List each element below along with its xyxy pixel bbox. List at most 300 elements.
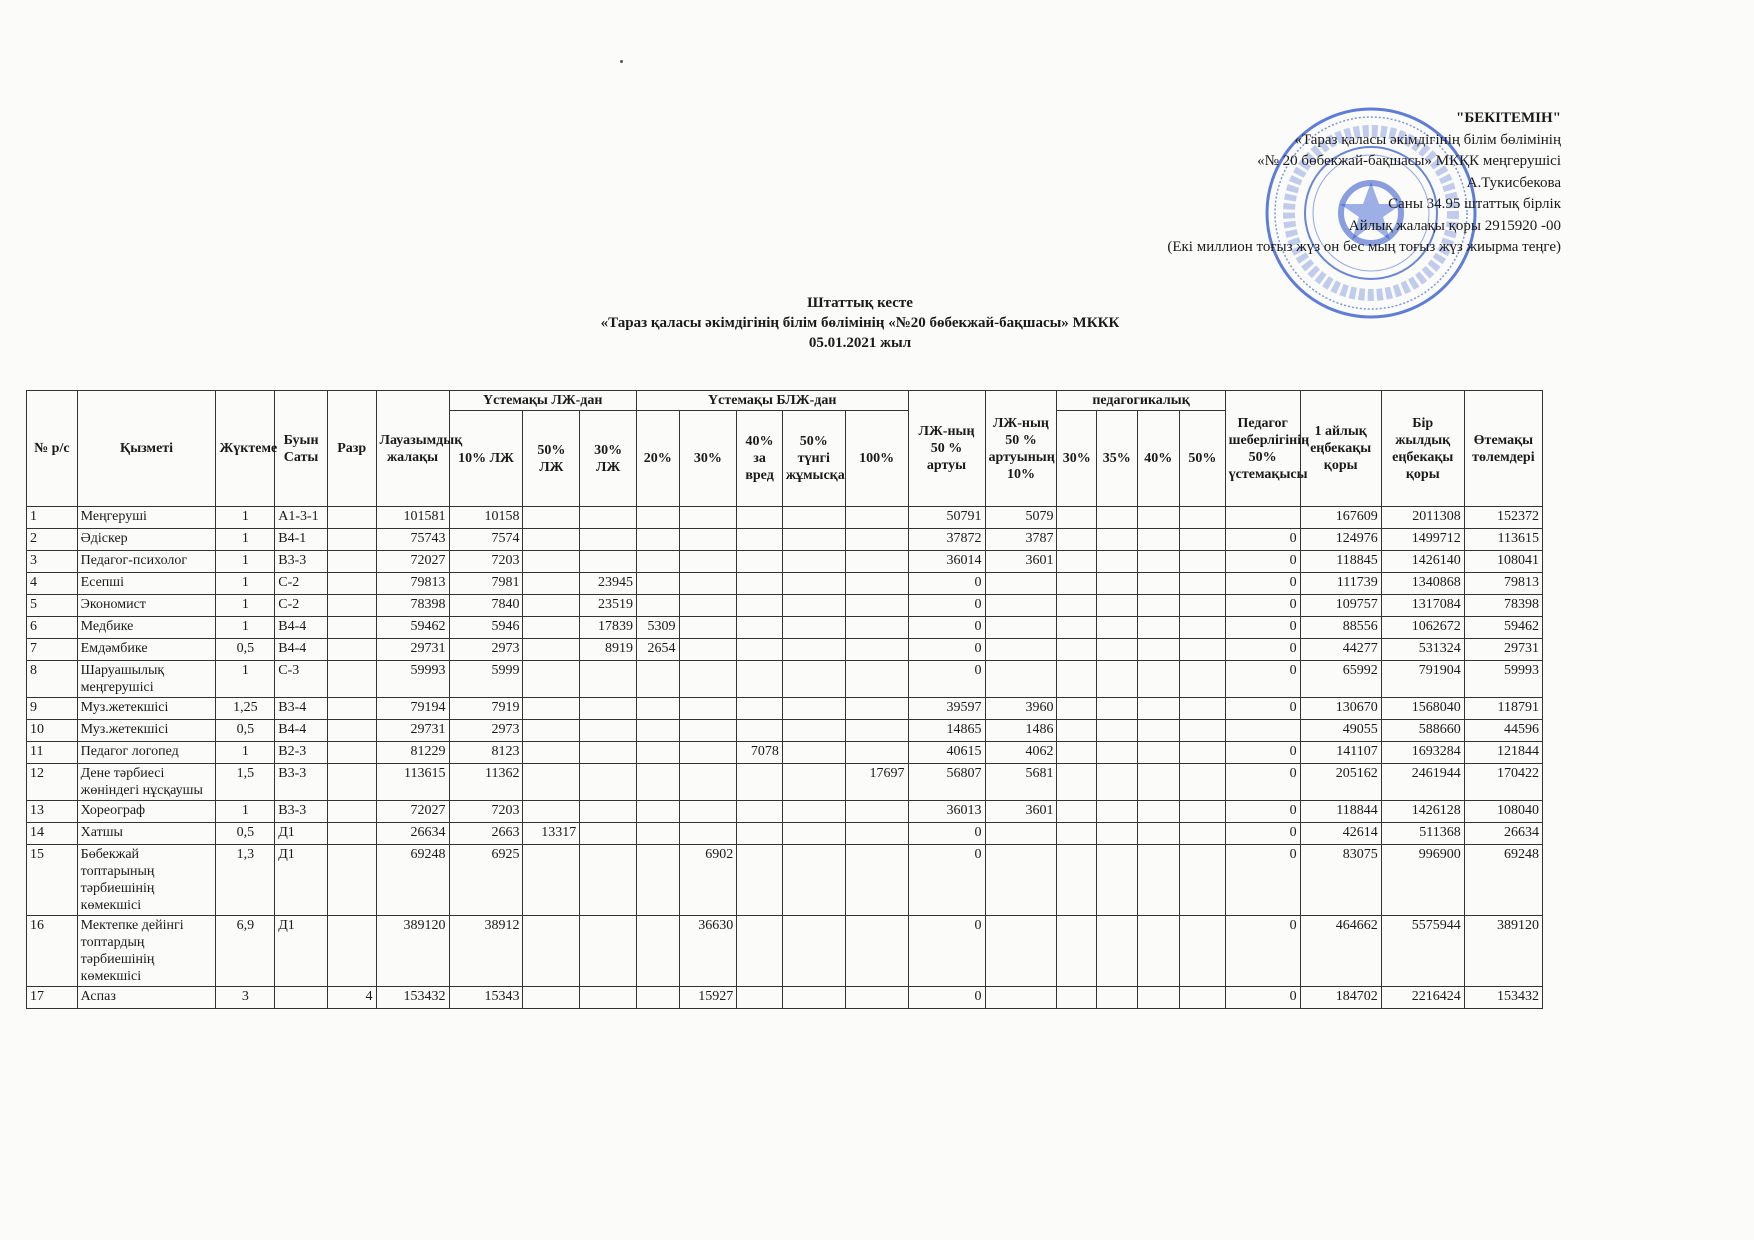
allow-b20 [636, 573, 679, 595]
allow-b30 [679, 617, 737, 639]
allow-b30 [679, 551, 737, 573]
approval-line-5: Айлық жалақы қоры 2915920 -00 [1348, 217, 1561, 234]
allow-10-lj: 7574 [449, 529, 523, 551]
ped-40 [1137, 823, 1180, 845]
table-row [27, 639, 1543, 661]
compensation: 78398 [1464, 595, 1542, 617]
header-yearly: Бір жылдық еңбекақы қоры [1381, 391, 1464, 507]
grade-value: В3-3 [275, 551, 328, 573]
grade-value [275, 987, 328, 1009]
header-mastery: Педагог шеберлігінің 50% үстемақысы [1225, 391, 1300, 507]
allow-50-lj [523, 573, 580, 595]
allow-b100 [845, 507, 908, 529]
ped-50 [1180, 987, 1226, 1009]
row-number: 7 [27, 639, 78, 661]
rank-value [327, 507, 376, 529]
mastery-bonus: 0 [1225, 617, 1300, 639]
header-salary: Лауазымдық жалақы [376, 391, 449, 507]
allow-b40 [737, 764, 783, 801]
allow-30-lj: 23519 [580, 595, 637, 617]
row-number: 16 [27, 916, 78, 987]
mastery-bonus: 0 [1225, 742, 1300, 764]
header-30-lj: 30% ЛЖ [580, 411, 637, 507]
allow-50-lj [523, 742, 580, 764]
allow-b100 [845, 720, 908, 742]
monthly-fund: 118844 [1300, 801, 1381, 823]
yearly-fund: 791904 [1381, 661, 1464, 698]
row-number: 3 [27, 551, 78, 573]
allow-b50 [782, 661, 845, 698]
ped-40 [1137, 764, 1180, 801]
row-number: 1 [27, 507, 78, 529]
compensation: 69248 [1464, 845, 1542, 916]
approval-heading: "БЕКІТЕМІН" [1456, 110, 1561, 126]
lj50-10-percent [985, 639, 1057, 661]
mastery-bonus: 0 [1225, 639, 1300, 661]
allow-50-lj [523, 551, 580, 573]
ped-35 [1096, 764, 1137, 801]
allow-b50 [782, 987, 845, 1009]
allow-30-lj [580, 720, 637, 742]
ped-30 [1057, 595, 1097, 617]
monthly-fund: 44277 [1300, 639, 1381, 661]
position-name: Меңгеруші [77, 507, 216, 529]
load-value: 1 [216, 742, 275, 764]
position-name: Хатшы [77, 823, 216, 845]
allow-30-lj [580, 823, 637, 845]
mastery-bonus: 0 [1225, 801, 1300, 823]
row-number: 10 [27, 720, 78, 742]
allow-50-lj: 13317 [523, 823, 580, 845]
allow-b20: 5309 [636, 617, 679, 639]
allow-b100 [845, 987, 908, 1009]
header-monthly: 1 айлық еңбекақы қоры [1300, 391, 1381, 507]
compensation: 59462 [1464, 617, 1542, 639]
ped-35 [1096, 742, 1137, 764]
allow-b40 [737, 639, 783, 661]
salary-value: 75743 [376, 529, 449, 551]
ped-35 [1096, 720, 1137, 742]
lj50-10-percent [985, 573, 1057, 595]
grade-value: Д1 [275, 916, 328, 987]
mastery-bonus [1225, 720, 1300, 742]
rank-value [327, 801, 376, 823]
lj50-10-percent [985, 661, 1057, 698]
allow-10-lj: 6925 [449, 845, 523, 916]
load-value: 0,5 [216, 823, 275, 845]
allow-30-lj: 8919 [580, 639, 637, 661]
header-num: № р/с [27, 391, 78, 507]
allow-b40 [737, 661, 783, 698]
header-lj50-10: ЛЖ-ның 50 % артуының 10% [985, 391, 1057, 507]
ped-50 [1180, 507, 1226, 529]
allow-b30: 6902 [679, 845, 737, 916]
grade-value: В4-4 [275, 639, 328, 661]
allow-b50 [782, 617, 845, 639]
salary-value: 69248 [376, 845, 449, 916]
header-b40: 40% за вред [737, 411, 783, 507]
ped-35 [1096, 661, 1137, 698]
compensation: 113615 [1464, 529, 1542, 551]
grade-value: А1-3-1 [275, 507, 328, 529]
ped-35 [1096, 987, 1137, 1009]
ped-40 [1137, 573, 1180, 595]
compensation: 153432 [1464, 987, 1542, 1009]
mastery-bonus: 0 [1225, 916, 1300, 987]
monthly-fund: 88556 [1300, 617, 1381, 639]
lj50-10-percent [985, 987, 1057, 1009]
grade-value: Д1 [275, 823, 328, 845]
allow-10-lj: 7840 [449, 595, 523, 617]
ped-30 [1057, 573, 1097, 595]
position-name: Муз.жетекшісі [77, 698, 216, 720]
mastery-bonus: 0 [1225, 529, 1300, 551]
rank-value [327, 916, 376, 987]
compensation: 44596 [1464, 720, 1542, 742]
position-name: Емдәмбике [77, 639, 216, 661]
grade-value: Д1 [275, 845, 328, 916]
row-number: 2 [27, 529, 78, 551]
header-p50: 50% [1180, 411, 1226, 507]
allow-b100 [845, 617, 908, 639]
allow-b50 [782, 551, 845, 573]
ped-50 [1180, 845, 1226, 916]
allow-b30 [679, 639, 737, 661]
document-title [400, 293, 1320, 353]
ped-35 [1096, 698, 1137, 720]
allow-b100 [845, 595, 908, 617]
rank-value: 4 [327, 987, 376, 1009]
yearly-fund: 1340868 [1381, 573, 1464, 595]
lj50-increase: 56807 [908, 764, 985, 801]
lj50-increase: 36013 [908, 801, 985, 823]
allow-b40 [737, 987, 783, 1009]
allow-50-lj [523, 639, 580, 661]
load-value: 1 [216, 507, 275, 529]
allow-b50 [782, 916, 845, 987]
compensation: 26634 [1464, 823, 1542, 845]
table-row [27, 987, 1543, 1009]
load-value: 1 [216, 595, 275, 617]
compensation: 389120 [1464, 916, 1542, 987]
monthly-fund: 65992 [1300, 661, 1381, 698]
rank-value [327, 595, 376, 617]
allow-b100 [845, 639, 908, 661]
allow-b20 [636, 698, 679, 720]
ped-50 [1180, 573, 1226, 595]
allow-b20 [636, 507, 679, 529]
ped-30 [1057, 507, 1097, 529]
ped-50 [1180, 529, 1226, 551]
table-row [27, 507, 1543, 529]
allow-b20: 2654 [636, 639, 679, 661]
table-row [27, 742, 1543, 764]
allow-b100 [845, 573, 908, 595]
salary-value: 26634 [376, 823, 449, 845]
allow-10-lj: 10158 [449, 507, 523, 529]
title-line-2: «Тараз қаласы әкімдігінің білім бөлімінің «№20 бөбекжай-бақшасы» МККК [600, 315, 1120, 331]
monthly-fund: 205162 [1300, 764, 1381, 801]
load-value: 6,9 [216, 916, 275, 987]
table-row [27, 845, 1543, 916]
lj50-increase: 0 [908, 617, 985, 639]
monthly-fund: 83075 [1300, 845, 1381, 916]
allow-10-lj: 5999 [449, 661, 523, 698]
salary-value: 101581 [376, 507, 449, 529]
compensation: 170422 [1464, 764, 1542, 801]
row-number: 14 [27, 823, 78, 845]
ped-30 [1057, 823, 1097, 845]
allow-50-lj [523, 661, 580, 698]
mastery-bonus [1225, 507, 1300, 529]
header-group-bljd: Үстемақы БЛЖ-дан [636, 391, 908, 411]
grade-value: С-2 [275, 573, 328, 595]
ped-35 [1096, 507, 1137, 529]
ped-35 [1096, 617, 1137, 639]
lj50-increase: 0 [908, 845, 985, 916]
table-row [27, 617, 1543, 639]
allow-10-lj: 7203 [449, 551, 523, 573]
allow-b40 [737, 573, 783, 595]
yearly-fund: 1062672 [1381, 617, 1464, 639]
mastery-bonus: 0 [1225, 698, 1300, 720]
compensation: 108041 [1464, 551, 1542, 573]
grade-value: В3-3 [275, 764, 328, 801]
allow-b50 [782, 698, 845, 720]
ped-35 [1096, 551, 1137, 573]
allow-b40 [737, 595, 783, 617]
allow-b40 [737, 507, 783, 529]
lj50-10-percent: 5079 [985, 507, 1057, 529]
load-value: 1 [216, 801, 275, 823]
allow-30-lj [580, 916, 637, 987]
allow-30-lj [580, 698, 637, 720]
salary-value: 78398 [376, 595, 449, 617]
table-row [27, 720, 1543, 742]
rank-value [327, 573, 376, 595]
row-number: 6 [27, 617, 78, 639]
allow-b50 [782, 823, 845, 845]
ped-30 [1057, 529, 1097, 551]
row-number: 11 [27, 742, 78, 764]
mastery-bonus: 0 [1225, 764, 1300, 801]
header-position: Қызметі [77, 391, 216, 507]
ped-30 [1057, 764, 1097, 801]
row-number: 5 [27, 595, 78, 617]
position-name: Хореограф [77, 801, 216, 823]
salary-value: 29731 [376, 639, 449, 661]
load-value: 0,5 [216, 720, 275, 742]
allow-b20 [636, 916, 679, 987]
ped-40 [1137, 742, 1180, 764]
lj50-10-percent: 3601 [985, 551, 1057, 573]
monthly-fund: 130670 [1300, 698, 1381, 720]
allow-50-lj [523, 617, 580, 639]
ped-30 [1057, 720, 1097, 742]
allow-b50 [782, 639, 845, 661]
allow-b20 [636, 551, 679, 573]
ped-30 [1057, 551, 1097, 573]
allow-30-lj: 23945 [580, 573, 637, 595]
ped-40 [1137, 661, 1180, 698]
monthly-fund: 464662 [1300, 916, 1381, 987]
mastery-bonus: 0 [1225, 845, 1300, 916]
allow-b30 [679, 742, 737, 764]
allow-b50 [782, 742, 845, 764]
header-group-ljd: Үстемақы ЛЖ-дан [449, 391, 636, 411]
ped-40 [1137, 987, 1180, 1009]
allow-b100: 17697 [845, 764, 908, 801]
ped-35 [1096, 916, 1137, 987]
position-name: Шаруашылық меңгерушісі [77, 661, 216, 698]
allow-30-lj [580, 529, 637, 551]
ped-40 [1137, 801, 1180, 823]
row-number: 12 [27, 764, 78, 801]
allow-b50 [782, 573, 845, 595]
approval-line-3: А.Тукисбекова [1466, 174, 1561, 191]
yearly-fund: 2216424 [1381, 987, 1464, 1009]
compensation: 121844 [1464, 742, 1542, 764]
ped-40 [1137, 698, 1180, 720]
rank-value [327, 845, 376, 916]
allow-b50 [782, 507, 845, 529]
allow-b30 [679, 823, 737, 845]
approval-line-1: «Тараз қаласы әкімдігінің білім бөлімінің [1294, 131, 1561, 148]
allow-b30: 15927 [679, 987, 737, 1009]
allow-b30 [679, 720, 737, 742]
allow-b50 [782, 845, 845, 916]
ped-30 [1057, 987, 1097, 1009]
ped-50 [1180, 661, 1226, 698]
lj50-increase: 37872 [908, 529, 985, 551]
allow-b40 [737, 720, 783, 742]
mastery-bonus: 0 [1225, 823, 1300, 845]
ped-50 [1180, 720, 1226, 742]
approval-block [1167, 108, 1561, 259]
yearly-fund: 2011308 [1381, 507, 1464, 529]
load-value: 1 [216, 661, 275, 698]
ped-50 [1180, 823, 1226, 845]
yearly-fund: 588660 [1381, 720, 1464, 742]
load-value: 1,25 [216, 698, 275, 720]
mastery-bonus: 0 [1225, 595, 1300, 617]
ped-40 [1137, 916, 1180, 987]
compensation: 59993 [1464, 661, 1542, 698]
lj50-10-percent: 4062 [985, 742, 1057, 764]
grade-value: С-2 [275, 595, 328, 617]
monthly-fund: 184702 [1300, 987, 1381, 1009]
lj50-increase: 0 [908, 823, 985, 845]
allow-10-lj: 7981 [449, 573, 523, 595]
lj50-increase: 40615 [908, 742, 985, 764]
rank-value [327, 529, 376, 551]
ped-35 [1096, 573, 1137, 595]
allow-b20 [636, 987, 679, 1009]
allow-b100 [845, 529, 908, 551]
load-value: 1,5 [216, 764, 275, 801]
allow-b20 [636, 661, 679, 698]
lj50-increase: 0 [908, 916, 985, 987]
ped-30 [1057, 801, 1097, 823]
approval-line-6: (Екі миллион тоғыз жүз он бес мың тоғыз жүз жиырма теңге) [1167, 239, 1561, 255]
allow-b30 [679, 764, 737, 801]
yearly-fund: 1499712 [1381, 529, 1464, 551]
lj50-increase: 50791 [908, 507, 985, 529]
allow-30-lj [580, 987, 637, 1009]
ped-35 [1096, 639, 1137, 661]
allow-50-lj [523, 720, 580, 742]
table-row [27, 529, 1543, 551]
load-value: 1 [216, 617, 275, 639]
ped-50 [1180, 639, 1226, 661]
allow-10-lj: 7919 [449, 698, 523, 720]
allow-10-lj: 2973 [449, 639, 523, 661]
allow-50-lj [523, 845, 580, 916]
position-name: Медбике [77, 617, 216, 639]
compensation: 152372 [1464, 507, 1542, 529]
load-value: 1,3 [216, 845, 275, 916]
yearly-fund: 1317084 [1381, 595, 1464, 617]
allow-30-lj [580, 507, 637, 529]
compensation: 108040 [1464, 801, 1542, 823]
compensation: 29731 [1464, 639, 1542, 661]
allow-30-lj [580, 801, 637, 823]
allow-10-lj: 2973 [449, 720, 523, 742]
lj50-increase: 0 [908, 573, 985, 595]
lj50-10-percent: 3601 [985, 801, 1057, 823]
table-row [27, 916, 1543, 987]
table-row [27, 595, 1543, 617]
header-load: Жүктеме [216, 391, 275, 507]
row-number: 17 [27, 987, 78, 1009]
allow-b100 [845, 742, 908, 764]
allow-30-lj [580, 551, 637, 573]
allow-b100 [845, 801, 908, 823]
yearly-fund: 531324 [1381, 639, 1464, 661]
table-row [27, 551, 1543, 573]
allow-50-lj [523, 916, 580, 987]
ped-50 [1180, 916, 1226, 987]
ped-40 [1137, 720, 1180, 742]
mastery-bonus: 0 [1225, 573, 1300, 595]
allow-30-lj [580, 742, 637, 764]
title-line-1: Штаттық кесте [807, 295, 913, 311]
ped-35 [1096, 529, 1137, 551]
allow-b100 [845, 845, 908, 916]
ped-40 [1137, 639, 1180, 661]
allow-b40 [737, 698, 783, 720]
lj50-10-percent [985, 595, 1057, 617]
rank-value [327, 742, 376, 764]
allow-50-lj [523, 507, 580, 529]
monthly-fund: 167609 [1300, 507, 1381, 529]
monthly-fund: 49055 [1300, 720, 1381, 742]
monthly-fund: 42614 [1300, 823, 1381, 845]
ped-50 [1180, 742, 1226, 764]
header-p30: 30% [1057, 411, 1097, 507]
allow-b30 [679, 529, 737, 551]
lj50-10-percent: 1486 [985, 720, 1057, 742]
rank-value [327, 823, 376, 845]
row-number: 8 [27, 661, 78, 698]
approval-line-4: Саны 34.95 штаттық бірлік [1388, 196, 1561, 212]
grade-value: С-3 [275, 661, 328, 698]
grade-value: В3-4 [275, 698, 328, 720]
rank-value [327, 764, 376, 801]
mastery-bonus: 0 [1225, 987, 1300, 1009]
salary-value: 72027 [376, 551, 449, 573]
monthly-fund: 141107 [1300, 742, 1381, 764]
